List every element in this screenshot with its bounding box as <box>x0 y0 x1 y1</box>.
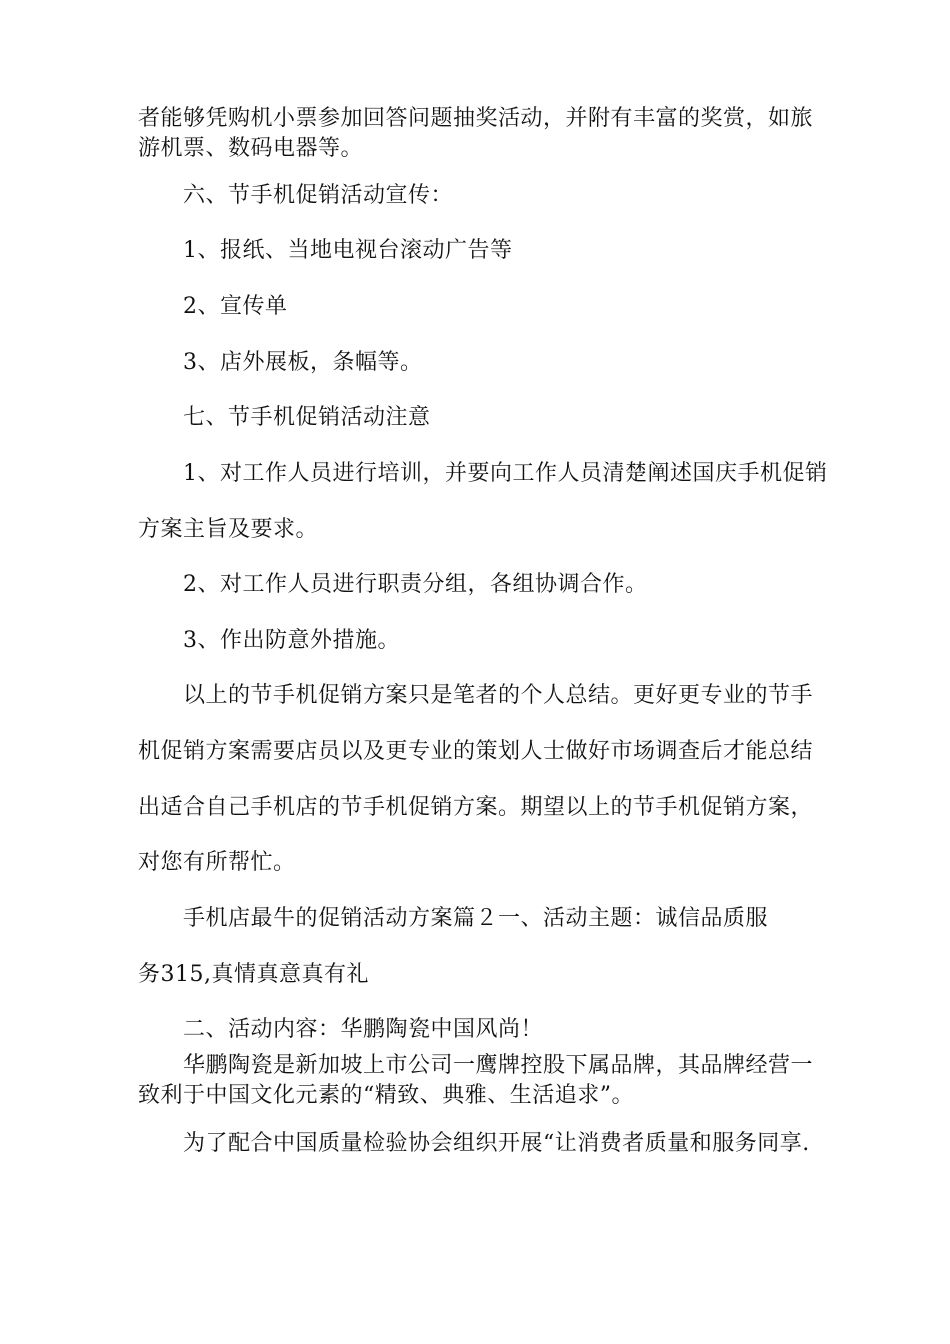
section-heading: 六、节手机促销活动宣传： <box>183 183 454 208</box>
paragraph-line: 机促销方案需要店员以及更专业的策划人士做好市场调查后才能总结 <box>138 739 814 764</box>
list-item-continuation: 方案主旨及要求。 <box>138 517 319 542</box>
list-item: 2、对工作人员进行职责分组，各组协调合作。 <box>183 572 648 597</box>
paragraph-line: 以上的节手机促销方案只是笔者的个人总结。更好更专业的节手 <box>183 683 814 708</box>
section-heading: 七、节手机促销活动注意 <box>183 405 431 430</box>
list-item: 3、店外展板，条幅等。 <box>183 350 423 375</box>
list-item: 3、作出防意外措施。 <box>183 628 400 653</box>
list-item: 2、宣传单 <box>183 294 288 319</box>
paragraph-line: 华鹏陶瓷是新加坡上市公司一鹰牌控股下属品牌，其品牌经营一 <box>183 1053 814 1078</box>
paragraph-line: 为了配合中国质量检验协会组织开展“让消费者质量和服务同享. <box>183 1131 810 1156</box>
section-title-continuation: 务315,真情真意真有礼 <box>138 962 369 987</box>
paragraph-line: 者能够凭购机小票参加回答问题抽奖活动，并附有丰富的奖赏，如旅 <box>138 106 814 131</box>
paragraph-line: 出适合自己手机店的节手机促销方案。期望以上的节手机促销方案， <box>138 795 814 820</box>
section-heading: 二、活动内容：华鹏陶瓷中国风尚！ <box>183 1017 544 1042</box>
section-title: 手机店最牛的促销活动方案篇２一、活动主题：诚信品质服 <box>183 906 769 931</box>
list-item: 1、对工作人员进行培训，并要向工作人员清楚阐述国庆手机促销 <box>183 461 828 486</box>
paragraph-line: 对您有所帮忙。 <box>138 850 296 875</box>
paragraph-line: 致利于中国文化元素的“精致、典雅、生活追求”。 <box>138 1083 634 1108</box>
paragraph-line: 游机票、数码电器等。 <box>138 136 364 161</box>
list-item: 1、报纸、当地电视台滚动广告等 <box>183 238 513 263</box>
